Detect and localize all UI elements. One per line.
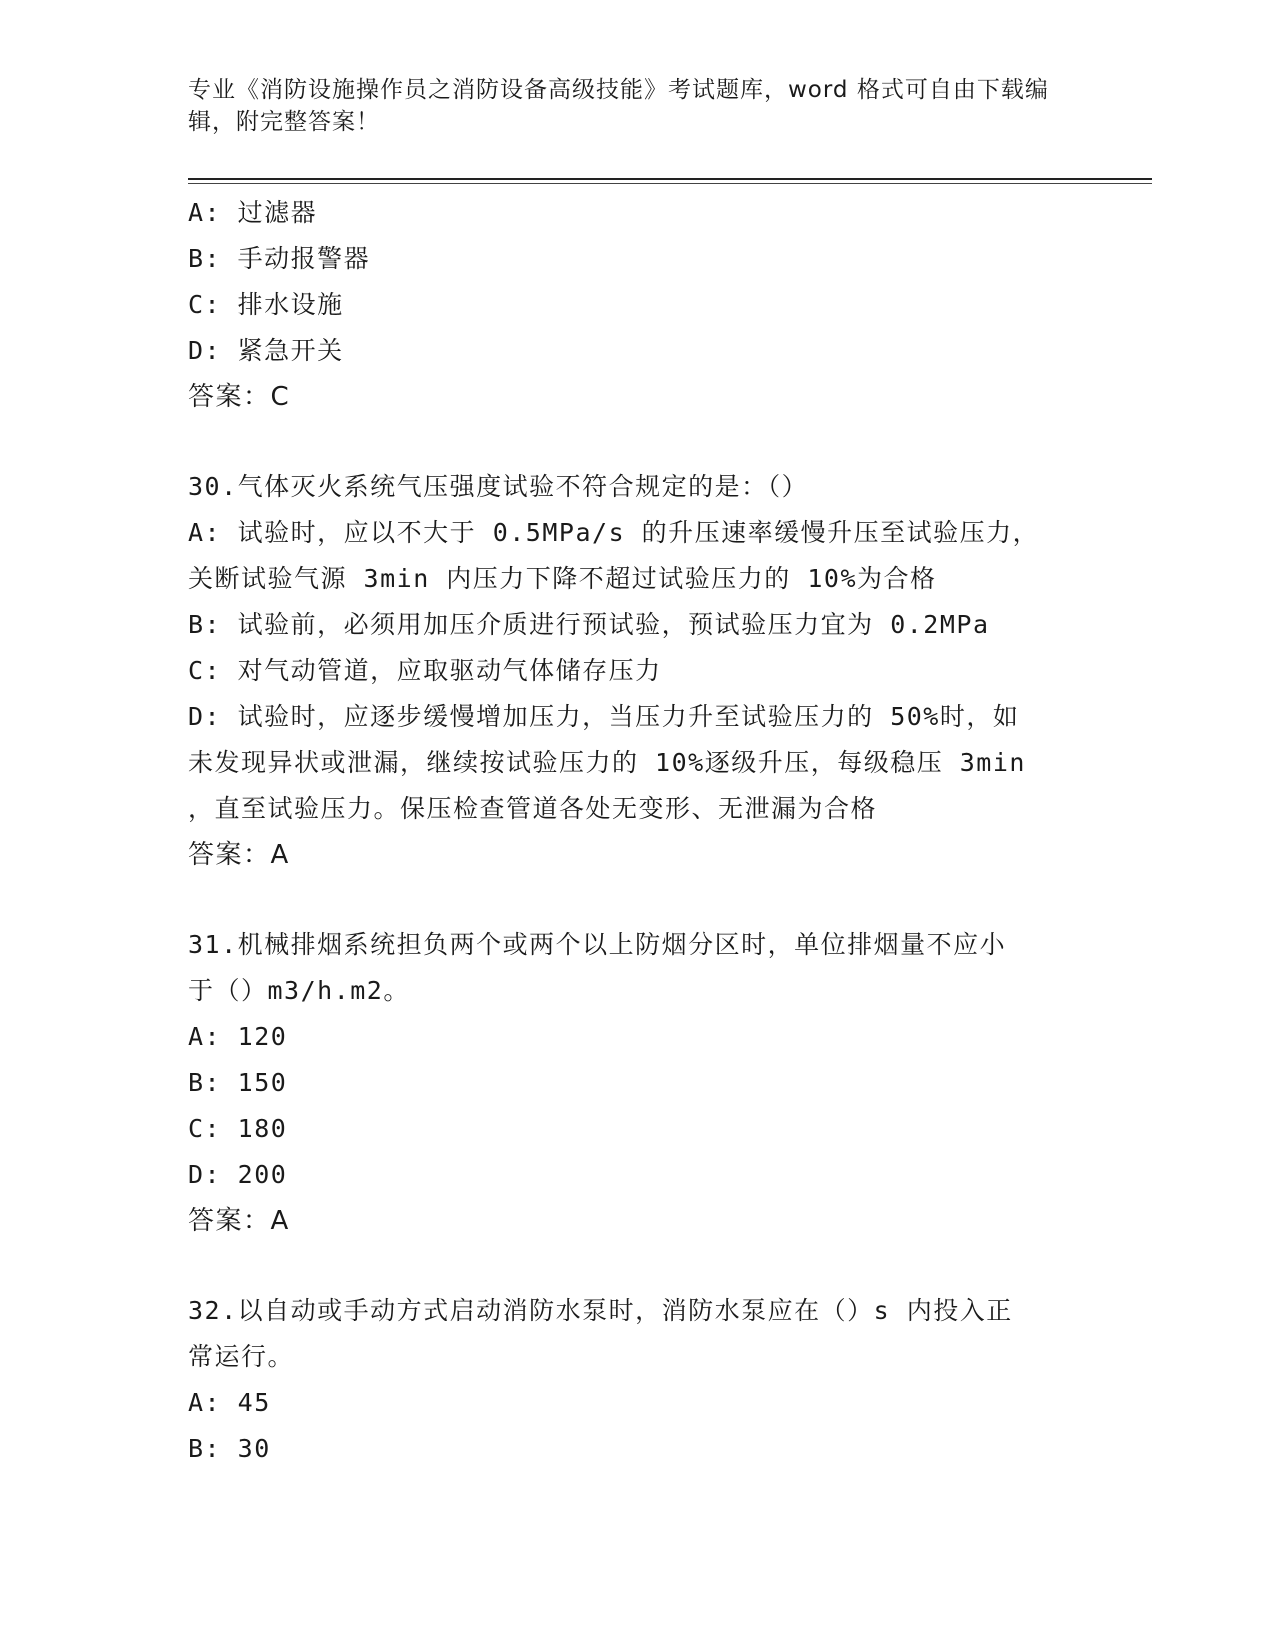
option-a: A: 45 — [188, 1388, 271, 1417]
option-a: A: 试验时，应以不大于 0.5MPa/s 的升压速率缓慢升压至试验压力， — [188, 518, 1040, 547]
option-a: A: 120 — [188, 1022, 288, 1051]
header-divider-thick — [188, 178, 1152, 180]
option-c: C: 180 — [188, 1114, 288, 1143]
option-a: A: 过滤器 — [188, 198, 318, 227]
header-line-2: 辑，附完整答案！ — [188, 109, 380, 135]
option-b: B: 试验前，必须用加压介质进行预试验，预试验压力宜为 0.2MPa — [188, 610, 990, 639]
answer-line: 答案：A — [188, 840, 290, 870]
question-stem-continued: 于（）m3/h.m2。 — [188, 976, 410, 1005]
answer-line: 答案：A — [188, 1206, 290, 1236]
header-divider-thin — [188, 183, 1152, 184]
question-stem: 32.以自动或手动方式启动消防水泵时，消防水泵应在（）s 内投入正 — [188, 1296, 1013, 1325]
question-stem: 30.气体灭火系统气压强度试验不符合规定的是：（） — [188, 472, 809, 501]
option-d-continued: 未发现异状或泄漏，继续按试验压力的 10%逐级升压，每级稳压 3min — [188, 748, 1026, 777]
question-31 — [188, 922, 1088, 1244]
question-stem-continued: 常运行。 — [188, 1342, 295, 1371]
question-29 — [188, 190, 1088, 420]
option-d: D: 试验时，应逐步缓慢增加压力，当压力升至试验压力的 50%时，如 — [188, 702, 1020, 731]
option-b: B: 150 — [188, 1068, 288, 1097]
question-stem: 31.机械排烟系统担负两个或两个以上防烟分区时，单位排烟量不应小 — [188, 930, 1007, 959]
option-b: B: 手动报警器 — [188, 244, 371, 273]
document-header — [188, 74, 1068, 138]
spacer — [188, 1244, 1088, 1288]
option-d-continued: ，直至试验压力。保压检查管道各处无变形、无泄漏为合格 — [188, 794, 878, 823]
spacer — [188, 878, 1088, 922]
header-line-1: 专业《消防设施操作员之消防设备高级技能》考试题库，word 格式可自由下载编 — [188, 77, 1049, 103]
option-d: D: 200 — [188, 1160, 288, 1189]
option-c: C: 排水设施 — [188, 290, 344, 319]
option-b: B: 30 — [188, 1434, 271, 1463]
option-c: C: 对气动管道，应取驱动气体储存压力 — [188, 656, 662, 685]
spacer — [188, 420, 1088, 464]
option-a-continued: 关断试验气源 3min 内压力下降不超过试验压力的 10%为合格 — [188, 564, 937, 593]
question-list — [188, 190, 1088, 1472]
question-30 — [188, 464, 1088, 878]
answer-line: 答案：C — [188, 382, 291, 412]
question-32 — [188, 1288, 1088, 1472]
option-d: D: 紧急开关 — [188, 336, 344, 365]
